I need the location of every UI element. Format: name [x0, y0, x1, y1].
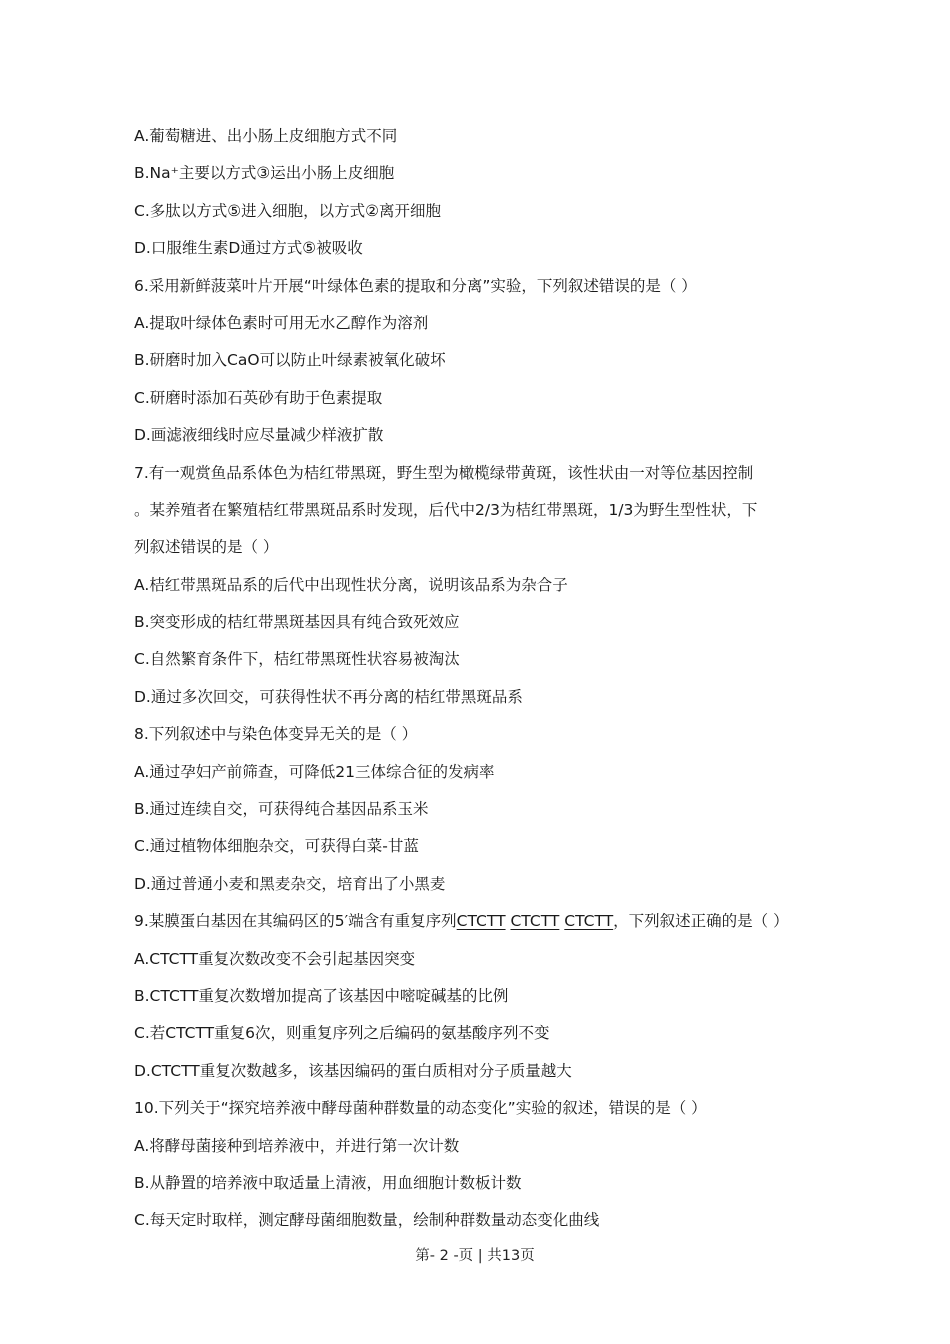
- q10-stem: 10.下列关于“探究培养液中酵母菌种群数量的动态变化”实验的叙述，错误的是（ ）: [134, 1099, 707, 1118]
- q6-option-a: A.提取叶绿体色素时可用无水乙醇作为溶剂: [134, 313, 429, 332]
- question-content: [134, 118, 824, 1240]
- q9-repeat-seq-1: CTCTT: [456, 912, 506, 931]
- q9-option-a: A.CTCTT重复次数改变不会引起基因突变: [134, 949, 416, 968]
- q7-stem-line-2: 。某养殖者在繁殖桔红带黑斑品系时发现，后代中2/3为桔红带黑斑，1/3为野生型性状，下: [134, 500, 758, 519]
- q6-option-c: C.研磨时添加石英砂有助于色素提取: [134, 388, 383, 407]
- q7-stem-line-1: 7.有一观赏鱼品系体色为桔红带黑斑，野生型为橄榄绿带黄斑，该性状由一对等位基因控制: [134, 463, 754, 482]
- q9-stem-prefix: 9.某膜蛋白基因在其编码区的5′端含有重复序列: [134, 912, 457, 931]
- q5-option-b: B.Na⁺主要以方式③运出小肠上皮细胞: [134, 164, 395, 183]
- q5-option-a: A.葡萄糖进、出小肠上皮细胞方式不同: [134, 127, 398, 145]
- q9-option-c: C.若CTCTT重复6次，则重复序列之后编码的氨基酸序列不变: [134, 1024, 550, 1043]
- q7-option-d: D.通过多次回交，可获得性状不再分离的桔红带黑斑品系: [134, 687, 523, 706]
- q8-option-b: B.通过连续自交，可获得纯合基因品系玉米: [134, 800, 429, 819]
- q7-option-b: B.突变形成的桔红带黑斑基因具有纯合致死效应: [134, 613, 460, 632]
- q9-option-d: D.CTCTT重复次数越多，该基因编码的蛋白质相对分子质量越大: [134, 1061, 572, 1080]
- q6-option-d: D.画滤液细线时应尽量减少样液扩散: [134, 426, 384, 445]
- q9-stem-suffix: ，下列叙述正确的是（ ）: [613, 912, 789, 931]
- q7-option-a: A.桔红带黑斑品系的后代中出现性状分离，说明该品系为杂合子: [134, 575, 568, 594]
- q9-stem: [134, 903, 824, 940]
- q7-option-c: C.自然繁育条件下，桔红带黑斑性状容易被淘汰: [134, 650, 460, 669]
- q9-option-b: B.CTCTT重复次数增加提高了该基因中嘧啶碱基的比例: [134, 986, 509, 1005]
- q9-repeat-seq-3: CTCTT: [564, 912, 614, 931]
- q10-option-a: A.将酵母菌接种到培养液中，并进行第一次计数: [134, 1136, 460, 1155]
- q9-repeat-seq-2: CTCTT: [510, 912, 560, 931]
- q6-stem: 6.采用新鲜菠菜叶片开展“叶绿体色素的提取和分离”实验，下列叙述错误的是（ ）: [134, 276, 697, 295]
- q8-option-a: A.通过孕妇产前筛查，可降低21三体综合征的发病率: [134, 762, 495, 781]
- q10-option-b: B.从静置的培养液中取适量上清液，用血细胞计数板计数: [134, 1173, 522, 1192]
- q8-option-c: C.通过植物体细胞杂交，可获得白菜-甘蓝: [134, 837, 419, 856]
- q8-stem: 8.下列叙述中与染色体变异无关的是（ ）: [134, 725, 418, 744]
- q6-option-b: B.研磨时加入CaO可以防止叶绿素被氧化破坏: [134, 351, 446, 370]
- q5-option-c: C.多肽以方式⑤进入细胞，以方式②离开细胞: [134, 201, 442, 220]
- q10-option-c: C.每天定时取样，测定酵母菌细胞数量，绘制种群数量动态变化曲线: [134, 1211, 600, 1230]
- q5-option-d: D.口服维生素D通过方式⑤被吸收: [134, 239, 363, 258]
- q8-option-d: D.通过普通小麦和黑麦杂交，培育出了小黑麦: [134, 874, 446, 893]
- q7-stem-line-3: 列叙述错误的是（ ）: [134, 538, 279, 557]
- page-footer: 第- 2 -页 | 共13页: [415, 1248, 535, 1264]
